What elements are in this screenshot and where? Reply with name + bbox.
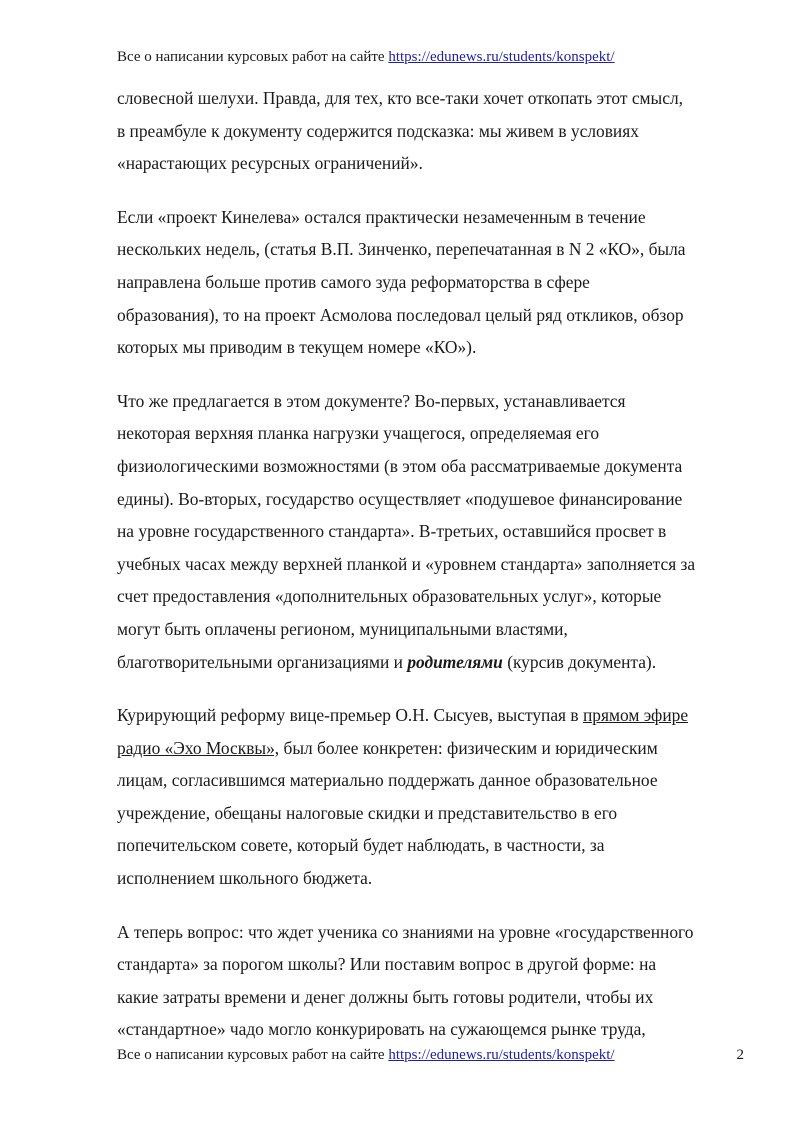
- text-run: благотворительными организациями и: [117, 651, 408, 672]
- text-line: словесной шелухи. Правда, для тех, кто все-таки хочет откопать этот смысл,: [117, 88, 683, 108]
- footer-link[interactable]: https://edunews.ru/students/konspekt/: [388, 1047, 615, 1063]
- paragraph-5: [117, 916, 745, 1046]
- paragraph-1: [117, 82, 745, 180]
- text-line: Если «проект Кинелева» остался практически незамеченным в течение: [117, 206, 646, 227]
- text-run: Курирующий реформу вице-премьер О.Н. Сысуев, выступая в: [117, 705, 583, 726]
- text-line: [117, 705, 688, 725]
- text-line: [117, 652, 656, 672]
- paragraph-3: [117, 385, 745, 678]
- page-number: 2: [736, 1047, 744, 1063]
- text-line: стандарта» за порогом школы? Или поставим вопрос в другой форме: на: [117, 954, 657, 975]
- document-body: [117, 82, 745, 1067]
- text-line: какие затраты времени и денег должны быть готовы родители, чтобы их: [117, 986, 654, 1007]
- text-run: (курсив документа).: [502, 651, 657, 672]
- text-line: в преамбуле к документу содержится подсказка: мы живем в условиях: [117, 120, 639, 141]
- header-text: Все о написании курсовых работ на сайте: [117, 49, 389, 65]
- text-line: направлена больше против самого зуда реформаторства в сфере: [117, 271, 590, 292]
- text-line: на уровне государственного стандарта». В-третьих, оставшийся просвет в: [117, 521, 667, 542]
- text-line: А теперь вопрос: что ждет ученика со знаниями на уровне «государственного: [117, 921, 694, 942]
- paragraph-2: [117, 201, 745, 364]
- text-line: едины). Во-вторых, государство осуществляет «подушевое финансирование: [117, 488, 683, 509]
- text-line: некоторая верхняя планка нагрузки учащегося, определяемая его: [117, 423, 600, 444]
- text-line: Что же предлагается в этом документе? Во-первых, устанавливается: [117, 390, 626, 411]
- footer-text: Все о написании курсовых работ на сайте: [117, 1047, 389, 1063]
- text-line: «стандартное» чадо могло конкурировать на сужающемся рынке труда,: [117, 1019, 646, 1040]
- emphasized-word: родителями: [407, 651, 503, 672]
- radio-link-part-1[interactable]: прямом эфире: [582, 705, 689, 726]
- text-line: нескольких недель, (статья В.П. Зинченко, перепечатанная в N 2 «КО», была: [117, 239, 686, 260]
- text-line: учебных часах между верхней планкой и «уровнем стандарта» заполняется за: [117, 553, 696, 574]
- text-line: учреждение, обещаны налоговые скидки и представительство в его: [117, 802, 618, 823]
- header-link[interactable]: https://edunews.ru/students/konspekt/: [388, 49, 615, 65]
- page-footer: [117, 1045, 615, 1065]
- text-line: [117, 738, 658, 758]
- text-line: физиологическими возможностями (в этом оба рассматриваемые документа: [117, 455, 683, 476]
- text-line: попечительском совете, который будет наблюдать, в частности, за: [117, 835, 605, 856]
- text-run: был более конкретен: физическим и юридическим: [279, 737, 658, 758]
- text-line: могут быть оплачены регионом, муниципальными властями,: [117, 618, 568, 639]
- radio-link-part-2[interactable]: радио «Эхо Москвы»,: [117, 737, 280, 758]
- text-line: которых мы приводим в текущем номере «КО»).: [117, 337, 477, 358]
- text-line: «нарастающих ресурсных ограничений».: [117, 153, 423, 174]
- text-line: исполнением школьного бюджета.: [117, 868, 373, 889]
- text-line: счет предоставления «дополнительных образовательных услуг», которые: [117, 586, 662, 607]
- text-line: образования), то на проект Асмолова последовал целый ряд откликов, обзор: [117, 304, 684, 325]
- page-header: [117, 47, 615, 67]
- text-line: лицам, согласившимся материально поддержать данное образовательное: [117, 770, 658, 791]
- paragraph-4: [117, 699, 745, 895]
